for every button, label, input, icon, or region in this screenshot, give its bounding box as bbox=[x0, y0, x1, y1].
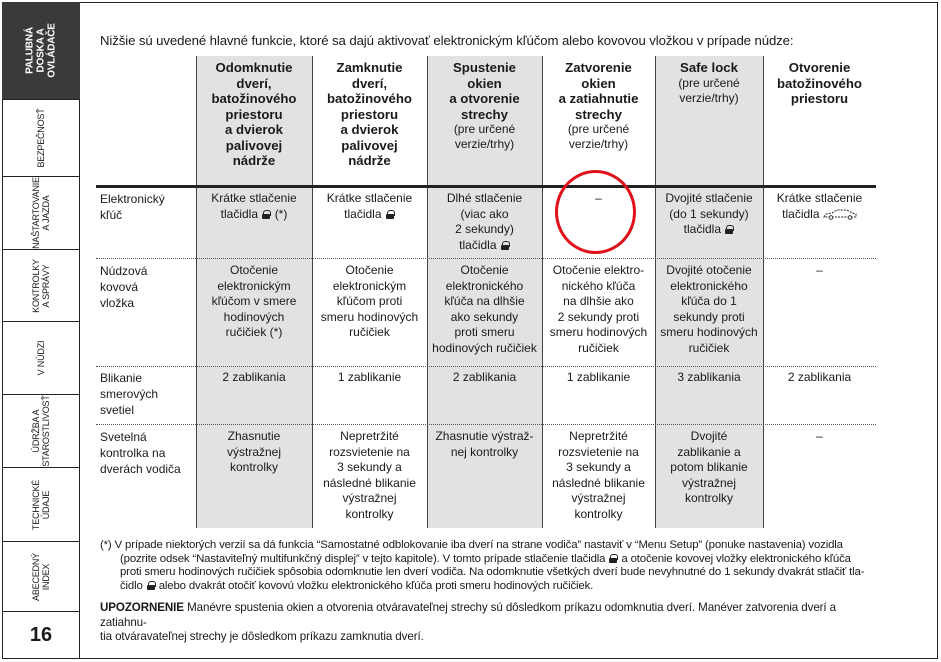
chapter-tab-2[interactable] bbox=[2, 100, 80, 177]
chapter-tab-label: TECHNICKÉ ÚDAJE bbox=[31, 479, 51, 530]
table-cell bbox=[312, 191, 427, 222]
table-cell: Otočenie elektronického kľúča na dlhšie ako sekundy proti smeru hodinových ručičiek bbox=[432, 263, 537, 355]
chapter-tabs bbox=[2, 2, 80, 659]
lock-icon bbox=[147, 581, 155, 590]
table-cell bbox=[196, 191, 312, 222]
chapter-tab-8[interactable] bbox=[2, 542, 80, 612]
table-cell: 2 zablikania bbox=[222, 370, 286, 384]
chapter-tab-label: NAŠTARTOVANIE A JAZDA bbox=[31, 177, 51, 249]
column-header-title: Otvorenie batožinového priestoru bbox=[777, 60, 862, 106]
table-cell: Otočenie elektro- nického kľúča na dlhšie ako 2 sekundy proti smeru hodinových ručičiek bbox=[549, 263, 648, 355]
column-header-title: Spustenie okien a otvorenie strechy bbox=[449, 60, 520, 122]
column-header-title: Zatvorenie okien a zatiahnutie strechy bbox=[558, 60, 639, 122]
table-cell: – bbox=[816, 429, 823, 443]
cell-note: (*) bbox=[274, 206, 288, 221]
column-header-note: (pre určené verzie/trhy) bbox=[678, 75, 740, 105]
table-cell: Otočenie elektronickým kľúčom proti smeru hodinových ručičiek bbox=[320, 263, 419, 339]
footnote-line2: (pozrite odsek “Nastaviteľný multifunkčný displej” v tejto kapitole). V tomto prípade stlačenie tlačidla bbox=[120, 552, 606, 565]
column-header-title: Safe lock bbox=[680, 60, 738, 75]
row-label: Núdzová kovová vložka bbox=[100, 264, 148, 310]
lock-icon bbox=[609, 554, 617, 563]
column-header-note: (pre určené verzie/trhy) bbox=[453, 122, 516, 151]
table-cell bbox=[763, 191, 876, 224]
lock-icon bbox=[725, 225, 733, 234]
footnote-line2b: a otočenie kovovej vložky elektronického kľúča bbox=[621, 552, 851, 565]
chapter-tab-label: ABECEDNÝ INDEX bbox=[31, 552, 51, 601]
column-header bbox=[542, 60, 655, 152]
warning-text: Manévre spustenia okien a otvorenia otváravateľnej strechy sú dôsledkom príkazu odomknutia dverí. Manéver zatvorenia dverí a zatiahnu- bbox=[100, 601, 837, 629]
chapter-tab-label: V NÚDZI bbox=[36, 340, 46, 376]
column-header-title: Zamknutie dverí, batožinového priestoru a dvierok palivovej nádrže bbox=[327, 60, 412, 168]
header-rule bbox=[96, 185, 876, 188]
column-header-note: (pre určené verzie/trhy) bbox=[567, 122, 630, 151]
chapter-tab-7[interactable] bbox=[2, 468, 80, 542]
table-cell: Otočenie elektronickým kľúčom v smere hodinových ručičiek (*) bbox=[211, 263, 297, 339]
table-cell: – bbox=[816, 263, 823, 277]
table-cell bbox=[655, 191, 763, 238]
highlight-circle bbox=[555, 170, 636, 254]
footnote-line1: (*) V prípade niektorých verzií sa dá funkcia “Samostatné odblokovanie iba dverí na strane vodiča” nastaviť v “Menu Setup” (ponuke nastavenia) vozidla bbox=[100, 539, 843, 551]
table-cell: Zhasnutie výstražnej kontrolky bbox=[226, 429, 282, 474]
row-divider bbox=[96, 424, 876, 425]
table-cell: 3 zablikania bbox=[677, 370, 741, 384]
table-cell: Nepretržité rozsvietenie na 3 sekundy a následné blikanie výstražnej kontrolky bbox=[323, 429, 416, 521]
chapter-tab-3[interactable] bbox=[2, 177, 80, 250]
footnote bbox=[100, 539, 880, 593]
column-header-title: Odomknutie dverí, batožinového priestoru a dvierok palivovej nádrže bbox=[211, 60, 297, 168]
trunk-icon bbox=[823, 208, 857, 225]
table-cell: Zhasnutie výstraž- nej kontrolky bbox=[435, 429, 534, 459]
footnote-line4b: alebo dvakrát otočiť kovovú vložku elektronického kľúča proti smeru hodinových ručičiek. bbox=[158, 579, 594, 592]
footnote-line3: proti smeru hodinových ručičiek spôsobia odomknutie len dverí vodiča. Na odomknutie všetkých dverí bude nevyhnutné do 1 sekundy dvakrát stlačiť tla- bbox=[120, 566, 865, 578]
warning-title: UPOZORNENIE bbox=[100, 601, 184, 614]
cell-text: Dvojité stlačenie (do 1 sekundy) tlačidla bbox=[665, 191, 753, 236]
table-cell: Dvojité zablikanie a potom blikanie výstražnej kontrolky bbox=[670, 429, 748, 505]
chapter-tab-6[interactable] bbox=[2, 395, 80, 468]
row-divider bbox=[96, 258, 876, 259]
cell-text: Krátke stlačenie tlačidla bbox=[211, 191, 297, 221]
chapter-tab-4[interactable] bbox=[2, 250, 80, 322]
footnote-line4a: čidlo bbox=[120, 579, 143, 592]
intro-text: Nižšie sú uvedené hlavné funkcie, ktoré sa dajú aktivovať elektronickým kľúčom alebo kovovou vložkou v prípade núdze: bbox=[100, 33, 794, 48]
row-label: Elektronický kľúč bbox=[100, 192, 165, 222]
table-cell: 2 zablikania bbox=[452, 370, 517, 384]
table-cell: Nepretržité rozsvietenie na 3 sekundy a následné blikanie výstražnej kontrolky bbox=[552, 429, 645, 521]
chapter-tab-label: PALUBNÁ DOSKA A OVLÁDAČE bbox=[24, 23, 58, 78]
table-cell: 1 zablikanie bbox=[337, 370, 402, 384]
cell-text: Krátke stlačenie tlačidla bbox=[776, 191, 863, 221]
chapter-tab-label: ÚDRŽBA A STAROSTLIVOSŤ bbox=[31, 395, 51, 467]
row-divider bbox=[96, 366, 876, 367]
cell-text: – bbox=[595, 191, 602, 205]
chapter-tab-1[interactable] bbox=[2, 2, 80, 100]
cell-text: Dlhé stlačenie (viac ako 2 sekundy) tlačidla bbox=[446, 191, 523, 252]
table-cell: Dvojité otočenie elektronického kľúča do 1 sekundy proti smeru hodinových ručičiek bbox=[660, 263, 758, 355]
lock-icon bbox=[501, 241, 509, 250]
chapter-tab-label: KONTROLKY A SPRÁVY bbox=[31, 258, 51, 313]
lock-icon bbox=[386, 210, 394, 219]
row-label: Svetelná kontrolka na dverách vodiča bbox=[100, 430, 181, 476]
lock-icon bbox=[262, 210, 270, 219]
row-label: Blikanie smerových svetiel bbox=[100, 371, 159, 417]
table-cell: 2 zablikania bbox=[787, 370, 852, 384]
warning-note bbox=[100, 601, 880, 645]
column-header bbox=[427, 60, 542, 152]
page-number: 16 bbox=[29, 624, 53, 646]
cell-text: Krátke stlačenie tlačidla bbox=[326, 191, 413, 221]
chapter-tab-5[interactable] bbox=[2, 322, 80, 395]
column-header bbox=[312, 60, 427, 169]
column-header bbox=[655, 60, 763, 106]
table-cell bbox=[427, 191, 542, 253]
table-cell: 1 zablikanie bbox=[566, 370, 631, 384]
column-header bbox=[763, 60, 876, 107]
chapter-tab-label: BEZPEČNOSŤ bbox=[36, 108, 46, 168]
warning-text-2: tia otváravateľnej strechy je dôsledkom príkazu zamknutia dverí. bbox=[100, 630, 424, 643]
column-header bbox=[196, 60, 312, 169]
column-divider bbox=[763, 56, 764, 528]
